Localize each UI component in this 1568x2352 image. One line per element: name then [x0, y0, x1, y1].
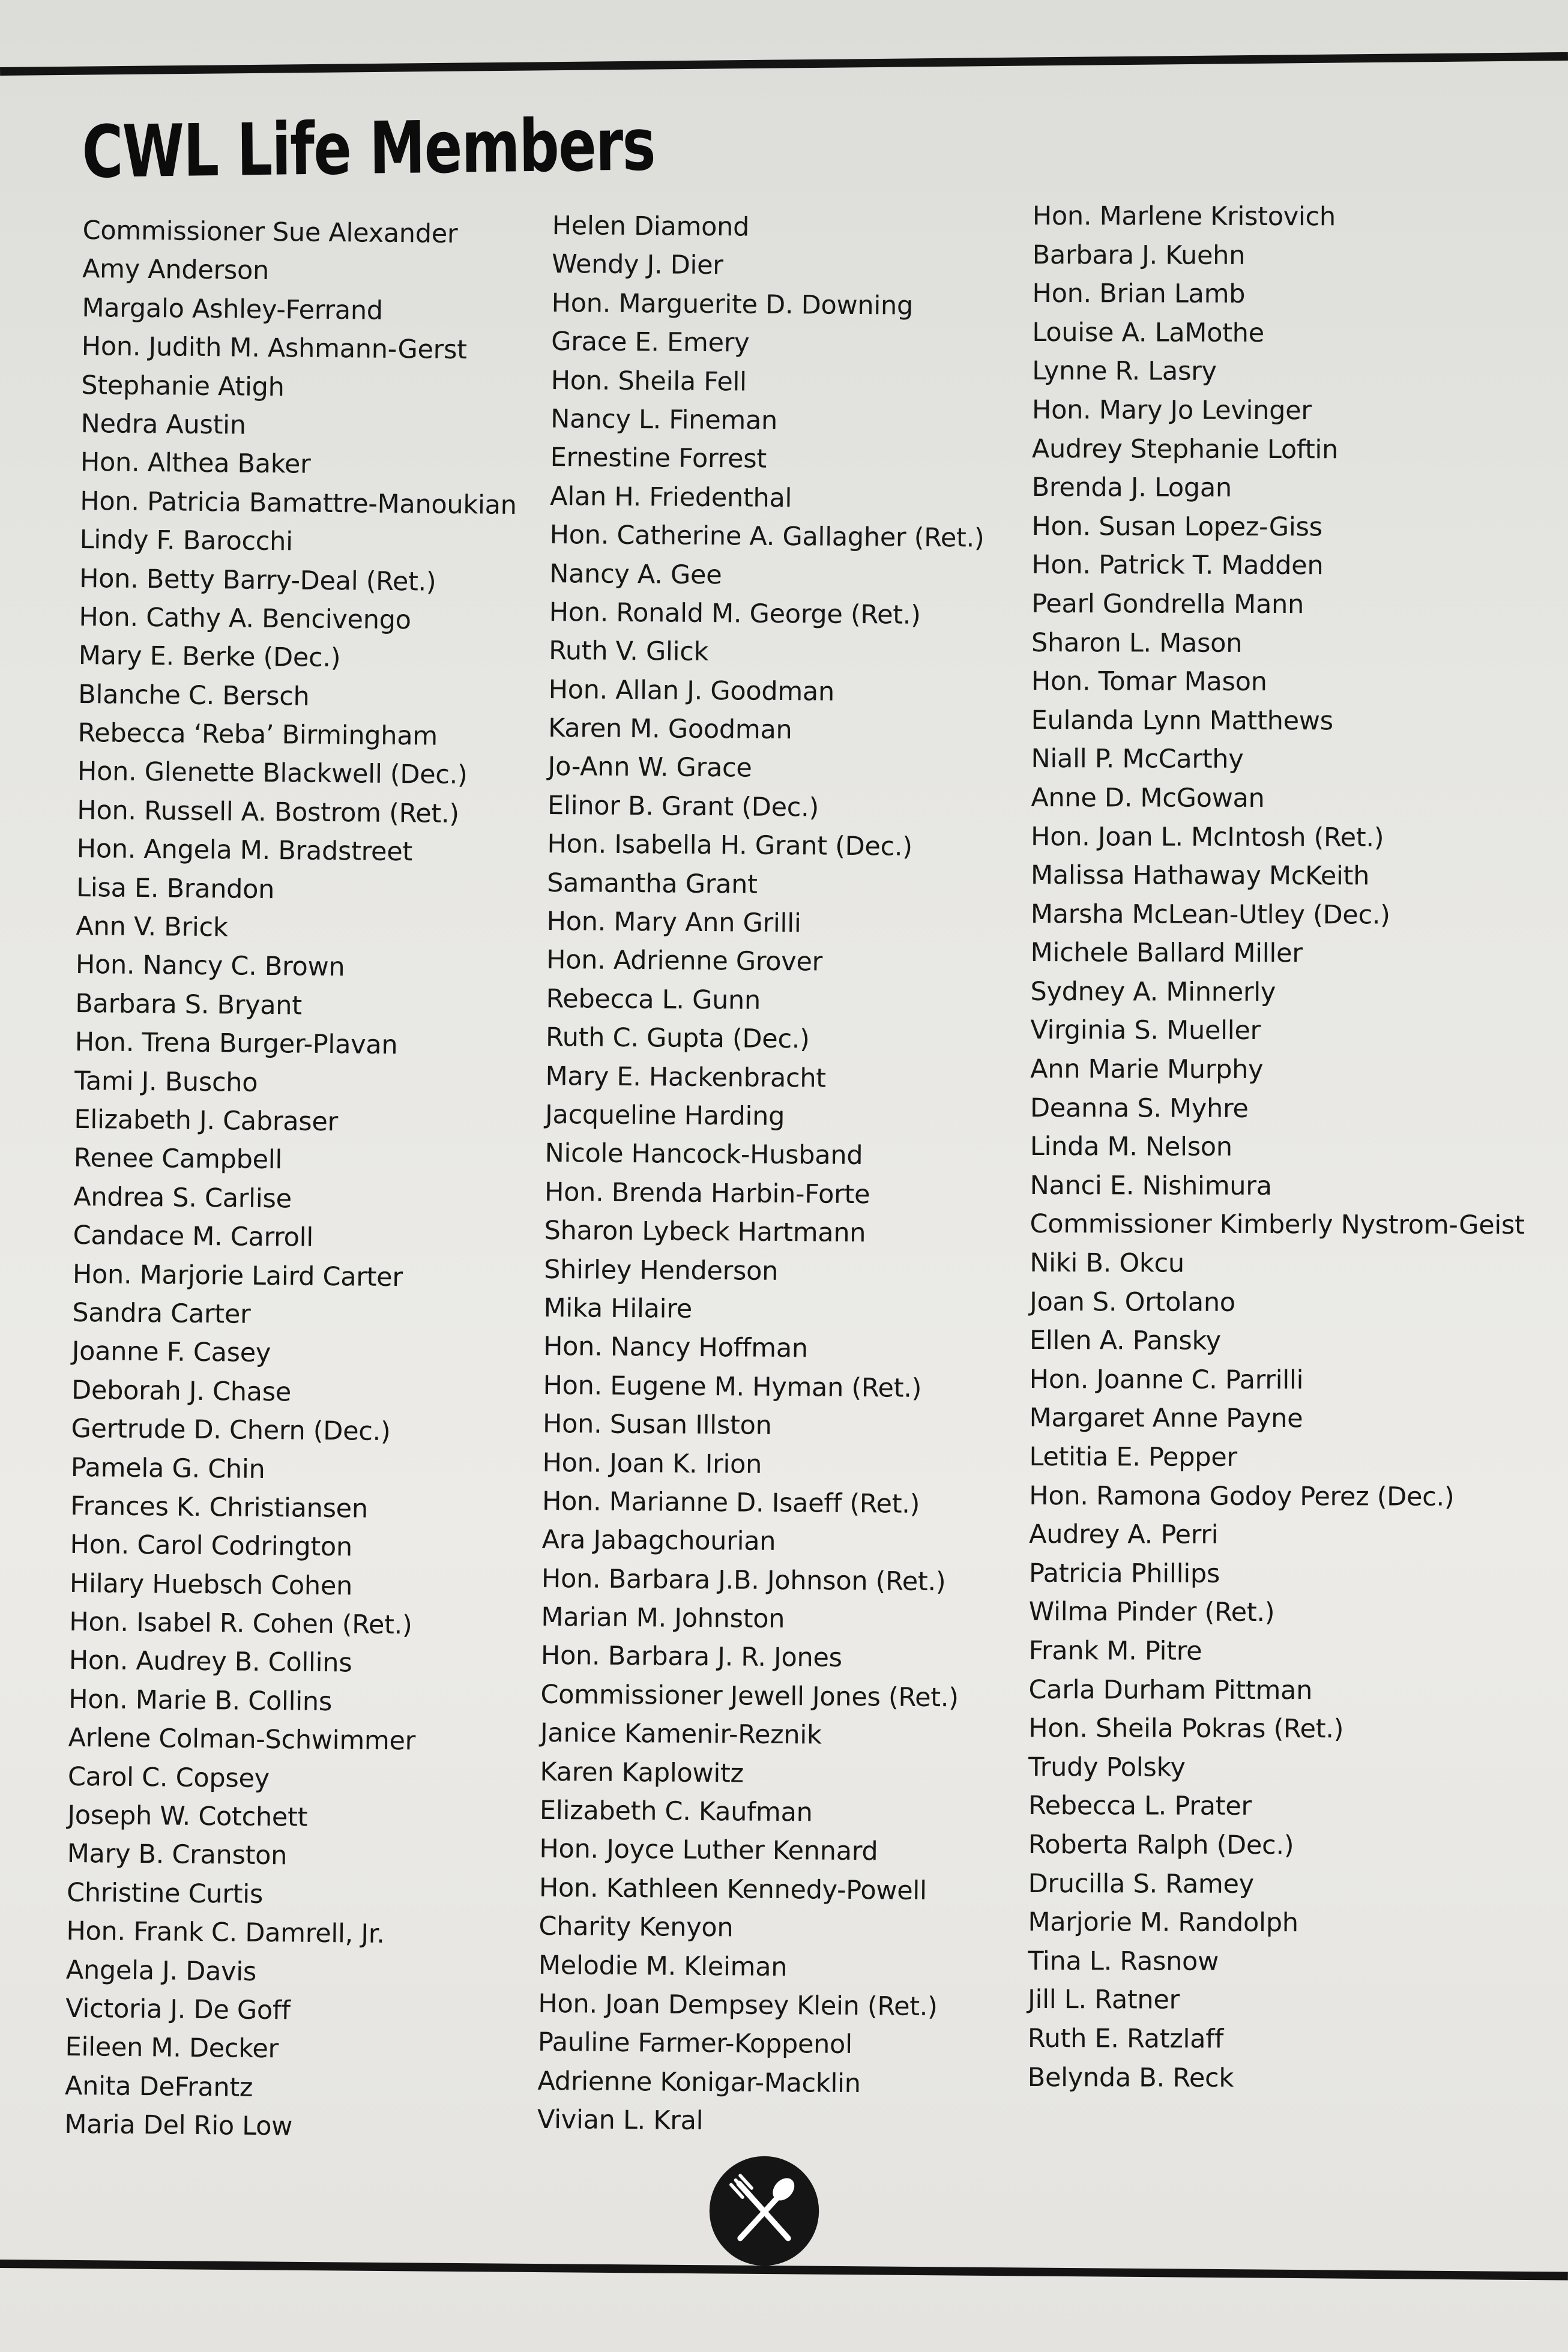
member-name: Hon. Isabel R. Cohen (Ret.)	[69, 1606, 412, 1641]
member-name: Hon. Carol Codrington	[70, 1530, 353, 1563]
member-name: Hon. Patricia Bamattre-Manoukian	[80, 486, 517, 520]
member-name: Hon. Judith M. Ashmann-Gerst	[81, 331, 467, 366]
member-name: Hon. Sheila Pokras (Ret.)	[1028, 1713, 1344, 1744]
member-name: Margalo Ashley-Ferrand	[82, 292, 384, 326]
member-name: Marjorie M. Randolph	[1028, 1907, 1298, 1938]
member-name: Brenda J. Logan	[1031, 472, 1232, 504]
member-name: Barbara J. Kuehn	[1032, 240, 1246, 271]
member-name: Anita DeFrantz	[64, 2070, 253, 2103]
member-name: Hon. Marianne D. Isaeff (Ret.)	[541, 1486, 920, 1519]
members-column-3	[1028, 197, 1525, 2098]
member-name: Hon. Mary Ann Grilli	[546, 906, 801, 939]
member-name: Patricia Phillips	[1028, 1558, 1220, 1589]
member-name: Hon. Joan Dempsey Klein (Ret.)	[538, 1988, 938, 2022]
member-name: Pamela G. Chin	[70, 1452, 265, 1485]
member-name: Gertrude D. Chern (Dec.)	[71, 1414, 391, 1447]
member-name: Tina L. Rasnow	[1028, 1946, 1219, 1977]
member-name: Ruth C. Gupta (Dec.)	[545, 1022, 810, 1055]
member-name: Trudy Polsky	[1028, 1752, 1186, 1783]
member-name: Anne D. McGowan	[1031, 782, 1265, 813]
member-name: Helen Diamond	[552, 210, 750, 243]
member-name: Sandra Carter	[72, 1297, 251, 1330]
member-name: Margaret Anne Payne	[1029, 1403, 1303, 1434]
member-name: Elinor B. Grant (Dec.)	[547, 790, 819, 823]
member-name: Joanne F. Casey	[71, 1336, 271, 1369]
member-name: Hon. Joan K. Irion	[542, 1447, 762, 1480]
member-name: Blanche C. Bersch	[78, 679, 310, 712]
member-name: Frances K. Christiansen	[70, 1491, 369, 1524]
member-name: Ellen A. Pansky	[1029, 1325, 1221, 1357]
member-name: Hon. Frank C. Damrell, Jr.	[66, 1916, 385, 1950]
member-name: Vivian L. Kral	[537, 2105, 704, 2136]
member-name: Hon. Marie B. Collins	[68, 1684, 333, 1717]
member-name: Deanna S. Myhre	[1030, 1093, 1249, 1124]
member-name: Belynda B. Reck	[1027, 2062, 1234, 2093]
member-name: Hon. Ronald M. George (Ret.)	[549, 597, 921, 630]
member-name: Rebecca ‘Reba’ Birmingham	[77, 718, 438, 752]
member-name: Hon. Patrick T. Madden	[1031, 550, 1324, 581]
member-name: Commissioner Sue Alexander	[82, 215, 458, 249]
member-name: Jo-Ann W. Grace	[547, 752, 752, 784]
member-name: Karen M. Goodman	[547, 713, 792, 746]
member-name: Nanci E. Nishimura	[1030, 1170, 1272, 1201]
member-name: Rebecca L. Prater	[1028, 1791, 1252, 1822]
page-title: CWL Life Members	[82, 103, 656, 194]
member-name: Angela J. Davis	[65, 1955, 257, 1987]
member-name: Commissioner Kimberly Nystrom-Geist	[1030, 1209, 1525, 1241]
member-name: Mary E. Hackenbracht	[545, 1061, 827, 1094]
member-name: Mika Hilaire	[543, 1292, 693, 1324]
member-name: Hon. Susan Illston	[542, 1409, 772, 1441]
member-name: Andrea S. Carlise	[73, 1181, 292, 1214]
member-name: Candace M. Carroll	[73, 1220, 314, 1253]
member-name: Nicole Hancock-Husband	[544, 1138, 863, 1171]
member-name: Commissioner Jewell Jones (Ret.)	[540, 1679, 959, 1713]
member-name: Karen Kaplowitz	[540, 1756, 744, 1789]
member-name: Nedra Austin	[80, 408, 246, 441]
member-name: Janice Kamenir-Reznik	[540, 1718, 822, 1750]
member-name: Hon. Adrienne Grover	[546, 945, 823, 977]
member-name: Hon. Cathy A. Bencivengo	[79, 602, 411, 636]
member-name: Hon. Isabella H. Grant (Dec.)	[547, 829, 912, 862]
member-name: Hilary Huebsch Cohen	[69, 1568, 353, 1602]
member-name: Marsha McLean-Utley (Dec.)	[1030, 899, 1390, 930]
member-name: Ernestine Forrest	[550, 442, 767, 475]
member-name: Hon. Susan Lopez-Giss	[1031, 511, 1322, 543]
member-name: Hon. Brenda Harbin-Forte	[544, 1177, 870, 1210]
member-name: Mary B. Cranston	[67, 1839, 288, 1871]
member-name: Carol C. Copsey	[67, 1761, 270, 1794]
member-name: Eileen M. Decker	[65, 2032, 279, 2064]
member-name: Carla Durham Pittman	[1028, 1674, 1313, 1705]
member-name: Joan S. Ortolano	[1030, 1286, 1235, 1318]
member-name: Hon. Catherine A. Gallagher (Ret.)	[549, 520, 985, 553]
member-name: Letitia E. Pepper	[1029, 1441, 1237, 1473]
member-name: Pearl Gondrella Mann	[1031, 588, 1304, 620]
member-name: Charity Kenyon	[538, 1911, 734, 1943]
top-rule	[0, 52, 1568, 76]
member-name: Ruth E. Ratzlaff	[1027, 2023, 1224, 2054]
member-name: Hon. Ramona Godoy Perez (Dec.)	[1029, 1480, 1455, 1512]
member-name: Mary E. Berke (Dec.)	[78, 641, 341, 674]
member-name: Michele Ballard Miller	[1030, 938, 1303, 969]
fork-and-spoon-icon	[707, 2154, 821, 2268]
member-name: Rebecca L. Gunn	[546, 983, 761, 1016]
member-name: Wendy J. Dier	[552, 249, 723, 281]
members-column-2	[537, 207, 1045, 2143]
member-name: Malissa Hathaway McKeith	[1030, 860, 1370, 891]
member-name: Lisa E. Brandon	[76, 872, 275, 905]
member-name: Eulanda Lynn Matthews	[1031, 705, 1333, 737]
member-name: Hon. Marjorie Laird Carter	[72, 1259, 403, 1292]
member-name: Elizabeth J. Cabraser	[74, 1104, 339, 1138]
member-name: Hon. Sheila Fell	[550, 365, 747, 397]
member-name: Adrienne Konigar-Macklin	[537, 2066, 861, 2099]
member-name: Hon. Marlene Kristovich	[1032, 201, 1336, 232]
member-name: Lynne R. Lasry	[1032, 356, 1217, 387]
member-name: Hon. Barbara J.B. Johnson (Ret.)	[541, 1563, 946, 1597]
member-name: Hon. Nancy C. Brown	[75, 950, 345, 983]
member-name: Frank M. Pitre	[1028, 1635, 1202, 1666]
member-name: Amy Anderson	[82, 254, 270, 286]
member-name: Melodie M. Kleiman	[538, 1950, 788, 1982]
member-name: Arlene Colman-Schwimmer	[68, 1723, 416, 1756]
member-name: Maria Del Rio Low	[64, 2109, 293, 2142]
member-name: Hon. Kathleen Kennedy-Powell	[538, 1872, 927, 1906]
member-name: Ara Jabagchourian	[541, 1525, 776, 1557]
member-name: Marian M. Johnston	[541, 1602, 785, 1635]
member-name: Niall P. McCarthy	[1031, 744, 1244, 775]
member-name: Hon. Joyce Luther Kennard	[539, 1834, 878, 1867]
member-name: Joseph W. Cotchett	[67, 1800, 308, 1833]
member-name: Sharon L. Mason	[1031, 627, 1243, 659]
member-name: Hon. Allan J. Goodman	[548, 674, 835, 707]
member-name: Hon. Brian Lamb	[1032, 279, 1246, 310]
member-name: Jill L. Ratner	[1028, 1985, 1180, 2015]
member-name: Roberta Ralph (Dec.)	[1028, 1829, 1294, 1861]
member-name: Hon. Russell A. Bostrom (Ret.)	[77, 795, 460, 829]
members-column-1	[64, 211, 575, 2148]
member-name: Hon. Mary Jo Levinger	[1032, 394, 1312, 426]
member-name: Hon. Marguerite D. Downing	[551, 288, 914, 321]
member-name: Christine Curtis	[66, 1877, 264, 1910]
member-name: Drucilla S. Ramey	[1028, 1868, 1254, 1899]
member-name: Louise A. LaMothe	[1032, 317, 1264, 348]
member-name: Hon. Nancy Hoffman	[543, 1331, 809, 1364]
member-name: Hon. Joan L. McIntosh (Ret.)	[1031, 821, 1384, 853]
member-name: Ann Marie Murphy	[1030, 1054, 1264, 1085]
member-name: Sydney A. Minnerly	[1030, 976, 1276, 1007]
member-name: Deborah J. Chase	[71, 1375, 292, 1408]
member-name: Wilma Pinder (Ret.)	[1028, 1597, 1275, 1628]
member-name: Samantha Grant	[546, 867, 758, 900]
member-name: Hon. Joanne C. Parrilli	[1029, 1364, 1304, 1396]
member-name: Alan H. Friedenthal	[550, 481, 792, 513]
member-name: Hon. Barbara J. R. Jones	[540, 1641, 842, 1674]
member-name: Tami J. Buscho	[74, 1066, 258, 1098]
member-name: Audrey Stephanie Loftin	[1031, 433, 1339, 465]
member-name: Lindy F. Barocchi	[79, 525, 293, 557]
member-name: Pauline Farmer-Koppenol	[537, 2027, 852, 2060]
member-name: Hon. Tomar Mason	[1031, 666, 1267, 698]
member-name: Niki B. Okcu	[1030, 1248, 1184, 1279]
member-name: Grace E. Emery	[551, 327, 750, 358]
member-name: Hon. Betty Barry-Deal (Ret.)	[79, 563, 436, 597]
member-name: Jacqueline Harding	[544, 1099, 785, 1132]
member-name: Nancy A. Gee	[549, 558, 722, 590]
member-name: Barbara S. Bryant	[75, 988, 303, 1021]
member-name: Hon. Eugene M. Hyman (Ret.)	[543, 1370, 922, 1404]
member-name: Virginia S. Mueller	[1030, 1015, 1261, 1046]
member-name: Victoria J. De Goff	[65, 1993, 291, 2026]
member-name: Hon. Angela M. Bradstreet	[76, 834, 413, 867]
member-name: Hon. Althea Baker	[80, 447, 311, 480]
member-name: Nancy L. Fineman	[550, 403, 778, 436]
member-name: Linda M. Nelson	[1030, 1132, 1232, 1163]
member-name: Hon. Audrey B. Collins	[68, 1645, 352, 1678]
member-name: Audrey A. Perri	[1029, 1519, 1219, 1551]
member-name: Hon. Trena Burger-Plavan	[74, 1027, 398, 1061]
member-name: Shirley Henderson	[543, 1254, 779, 1286]
member-name: Ruth V. Glick	[548, 636, 709, 668]
member-name: Hon. Glenette Blackwell (Dec.)	[77, 756, 468, 791]
member-name: Elizabeth C. Kaufman	[539, 1795, 813, 1828]
member-name: Renee Campbell	[73, 1143, 283, 1175]
member-name: Stephanie Atigh	[80, 370, 285, 402]
member-name: Ann V. Brick	[76, 911, 228, 943]
member-name: Sharon Lybeck Hartmann	[544, 1216, 866, 1249]
